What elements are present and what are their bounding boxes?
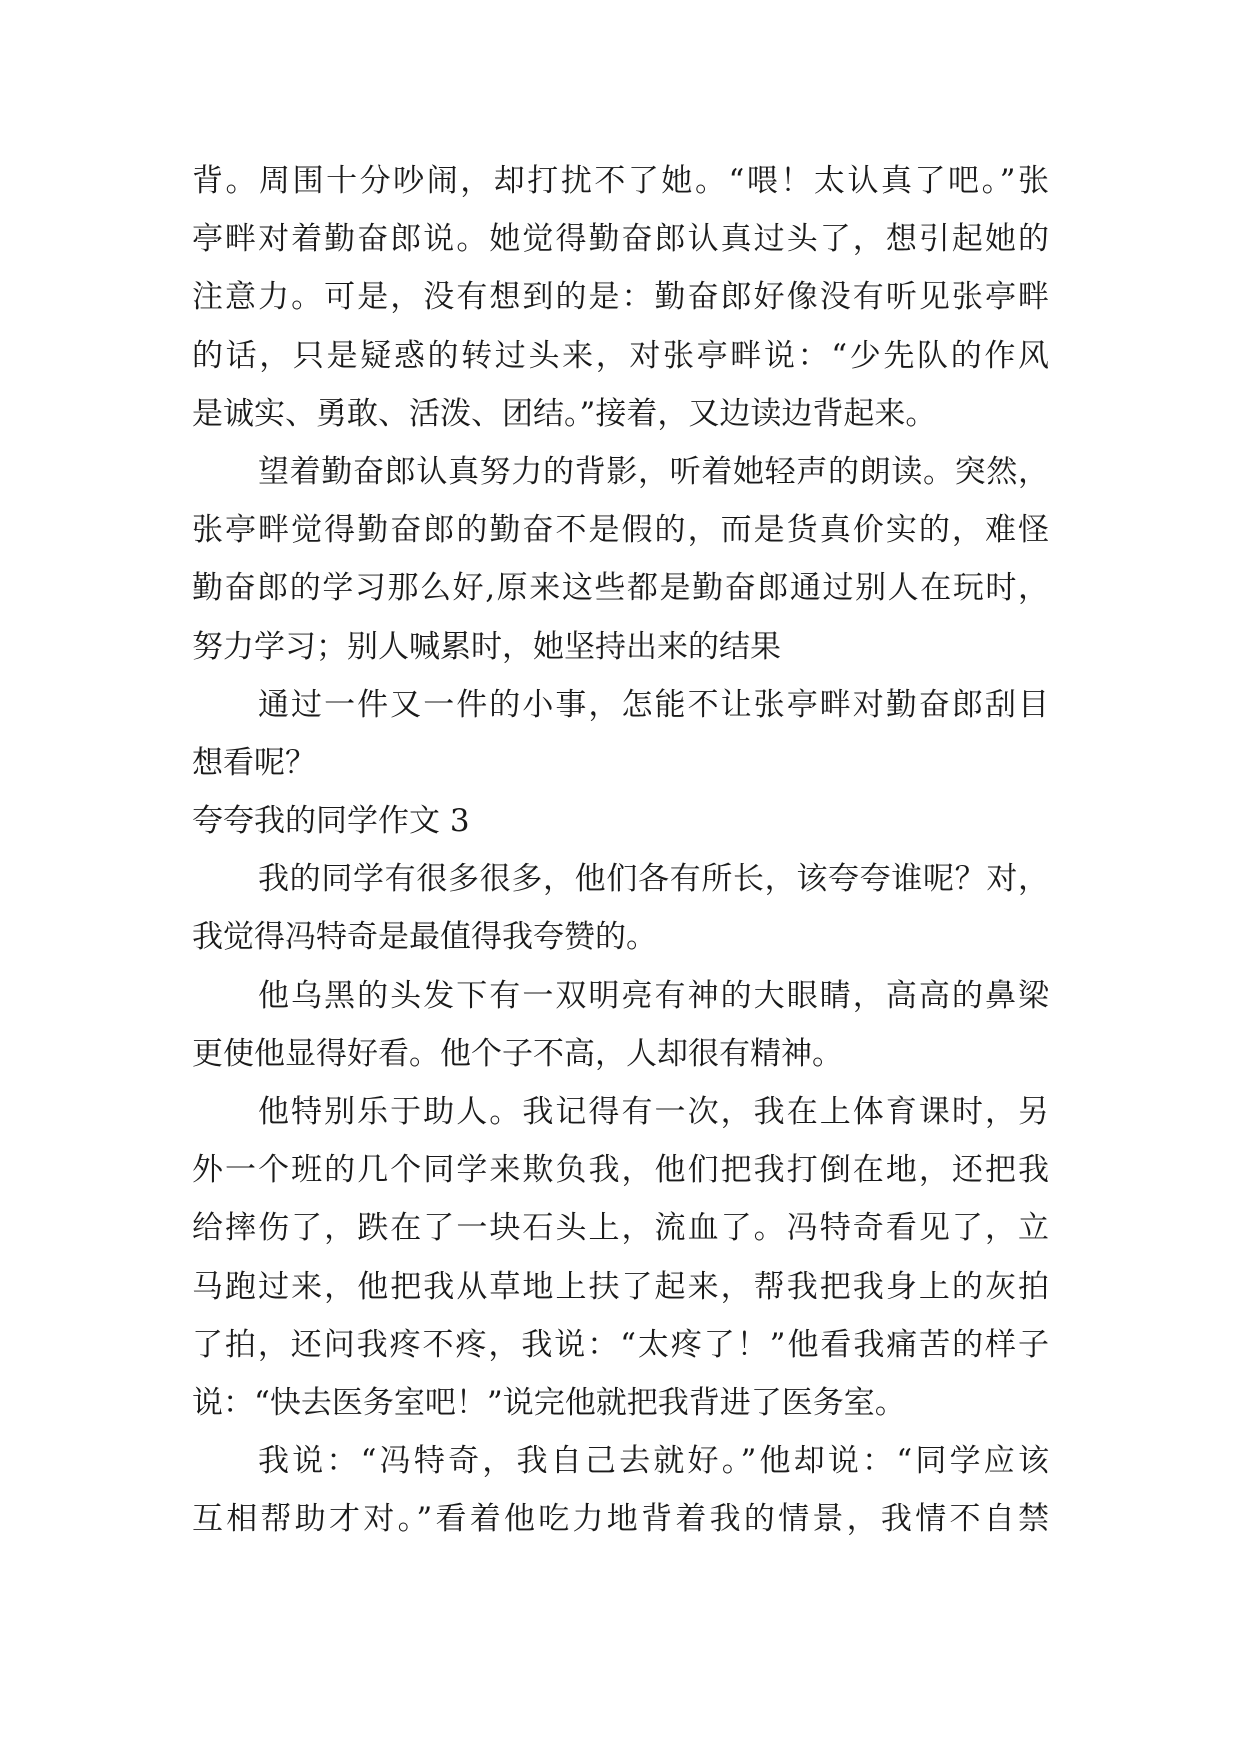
text-line: 说：“快去医务室吧！”说完他就把我背进了医务室。: [192, 1384, 906, 1421]
text-line: 通过一件又一件的小事，怎能不让张亭畔对勤奋郎刮目: [258, 686, 1049, 723]
text-line: 他特别乐于助人。我记得有一次，我在上体育课时，另: [258, 1094, 1049, 1130]
text-line: 是诚实、勇敢、活泼、团结。”接着，又边读边背起来。: [192, 395, 937, 432]
text-line: 勤奋郎的学习那么好,原来这些都是勤奋郎通过别人在玩时，: [192, 570, 1049, 607]
text-line: 注意力。可是，没有想到的是：勤奋郎好像没有听见张亭畔: [192, 279, 1049, 316]
text-line: 努力学习；别人喊累时，她坚持出来的结果: [192, 628, 781, 665]
text-line: 外一个班的几个同学来欺负我，他们把我打倒在地，还把我: [192, 1152, 1049, 1189]
text-line: 望着勤奋郎认真努力的背影，听着她轻声的朗读。突然，: [258, 453, 1049, 490]
paragraph: [192, 967, 1049, 1083]
text-line: 的话，只是疑惑的转过头来，对张亭畔说：“少先队的作风: [192, 337, 1049, 374]
text-line: 我说：“冯特奇，我自己去就好。”他却说：“同学应该: [258, 1443, 1049, 1480]
text-line: 我觉得冯特奇是最值得我夸赞的。: [192, 919, 657, 956]
section-heading: 夸夸我的同学作文 3: [192, 803, 470, 840]
paragraph: [192, 152, 1049, 443]
text-line: 张亭畔觉得勤奋郎的勤奋不是假的，而是货真价实的，难怪: [192, 512, 1049, 549]
text-line: 想看呢？: [192, 744, 316, 781]
text-line: 马跑过来，他把我从草地上扶了起来，帮我把我身上的灰拍: [192, 1268, 1049, 1305]
paragraph: [192, 443, 1049, 676]
paragraph: [192, 1432, 1049, 1548]
text-line: 亭畔对着勤奋郎说。她觉得勤奋郎认真过头了，想引起她的: [192, 221, 1049, 258]
text-line: 互相帮助才对。”看着他吃力地背着我的情景，我情不自禁: [192, 1501, 1049, 1538]
paragraph: [192, 850, 1049, 966]
text-line: 给摔伤了，跌在了一块石头上，流血了。冯特奇看见了，立: [192, 1210, 1049, 1247]
text-line: 我的同学有很多很多，他们各有所长，该夸夸谁呢？对，: [258, 861, 1049, 898]
paragraph: [192, 676, 1049, 792]
paragraph: [192, 1083, 1049, 1432]
text-line: 了拍，还问我疼不疼，我说：“太疼了！”他看我痛苦的样子: [192, 1326, 1049, 1363]
document-page: [192, 152, 1049, 1549]
text-line: 更使他显得好看。他个子不高，人却很有精神。: [192, 1035, 843, 1072]
text-line: 他乌黑的头发下有一双明亮有神的大眼睛，高高的鼻梁: [258, 977, 1049, 1014]
text-line: 背。周围十分吵闹，却打扰不了她。“喂！太认真了吧。”张: [192, 163, 1049, 199]
